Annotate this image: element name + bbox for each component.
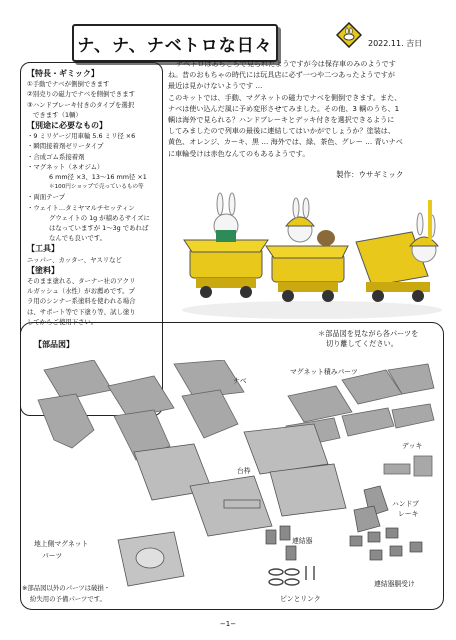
maker-credit: 製作：ウサギミック [336, 170, 404, 179]
parts-note [318, 329, 438, 349]
coupler-part [266, 530, 276, 544]
story-line: してみましたので列車の最後に連結してはいかがでしょうか？塗装は、 [168, 126, 395, 136]
link-part [269, 579, 283, 585]
story-line: 輌は海外で見られる？ハンドブレーキとデッキ付きを選択できるように [168, 115, 395, 125]
story-line: 最近は見かけないようです … [168, 81, 263, 91]
coupler-holder-part [370, 550, 382, 560]
paint-heading: 【塗料】 [27, 265, 59, 275]
car-middle [266, 198, 348, 302]
label-daiwaku: 台枠 [237, 467, 251, 475]
frame-part [270, 464, 346, 516]
nabe-part [44, 360, 112, 400]
paint-line: そのまま塗れる、ターナー社のアクリ [27, 277, 136, 286]
paint-line: は、サポート等で下塗り等、試し塗り [27, 307, 136, 316]
magnet-sizes: 6 mm径 ×3、13〜16 mm径 ×1 [49, 173, 147, 182]
label-deck: デッキ [402, 442, 423, 450]
parts-illustration [24, 360, 440, 606]
coupler-holder-part [368, 532, 380, 542]
paint-line: ラ用のシンナー系塗料を使われる場合 [27, 297, 136, 306]
story-text [168, 58, 440, 159]
label-nabe: ナベ [233, 377, 247, 385]
product-photo [176, 182, 448, 322]
required-line: ・合成ゴム系接着剤 [27, 152, 85, 161]
tools-heading: 【工具】 [27, 244, 59, 254]
page-title: ナ、ナ、ナベトロな日々 [72, 24, 278, 62]
feature-line: ③ハンドブレーキ付きのタイプを選択 [27, 100, 135, 109]
link-part [285, 579, 299, 585]
deck-part [392, 404, 434, 428]
deck-piece [384, 464, 410, 474]
story-line: ナベトロはあちこちで見られたようですが今は保存車のみのようです [176, 59, 396, 68]
parts-note-line: ＊部品図を見ながら各パーツを [318, 329, 419, 338]
weight-line: グウェイトの 1g が積めるサイズに [49, 213, 150, 222]
page-number: −1− [219, 620, 237, 628]
label-ground-magnet: 地上側マグネット [34, 540, 89, 548]
car-right-tipped [356, 200, 438, 302]
feature-line: ②別売りの磁力でナベを側倒できます [27, 90, 135, 99]
coupler-part [286, 546, 296, 560]
car-left [184, 193, 268, 298]
weight-line: はなっていますが 1〜3g であれば [49, 224, 149, 233]
issue-date: 2022.11. 吉日 [368, 39, 423, 48]
rabbit-logo-icon [336, 22, 362, 48]
nabe-part [182, 390, 238, 438]
story-line: ナベは使い込んだ風に予め変形させてみました。その他、3 輌のうち、1 [168, 103, 400, 113]
required-line: ・マグネット（ネオジム） [27, 162, 104, 171]
coupler-holder-part [386, 528, 398, 538]
deck-piece [414, 456, 432, 476]
weight-line: なんでも良いです。 [49, 234, 107, 243]
required-line: ・ウェイト…タミヤマルチセッティン [27, 203, 135, 212]
link-part [269, 569, 283, 575]
spare-note-1: ※部品図以外のパーツは破損・ [22, 584, 111, 592]
required-line: ・両面テープ [27, 193, 66, 202]
story-line: 黄色、オレンジ、カーキ、黒 … 海外では、緑、茶色、グレー … 青いナベ [168, 137, 403, 147]
tools-line: ニッパー、カッター、ヤスリなど [27, 255, 122, 264]
paint-line: してからご使用下さい。 [27, 317, 98, 326]
label-hand-brake-2: レーキ [398, 510, 419, 518]
label-hand-brake: ハンドブ [392, 500, 419, 508]
spare-note-2: 紛失用の予備パーツです。 [30, 595, 106, 603]
feature-line: ①手動でナベが側倒できます [27, 80, 110, 89]
required-heading: 【別途に必要なもの】 [27, 121, 107, 131]
paint-line: ルガッシュ（水性）がお薦めです。プ [27, 287, 135, 296]
label-ground-magnet-2: パーツ [42, 552, 63, 560]
feature-heading: 【特長・ギミック】 [27, 69, 99, 78]
story-line: ね。昔のおもちゃの時代には玩具店に必ず一つや二つあったようですが [168, 70, 395, 80]
story-line: に車輪受けは赤色なんてのもあるようです。 [168, 148, 310, 158]
coupler-holder-part [410, 542, 422, 552]
coupler-part [280, 526, 290, 540]
parts-heading: 【部品図】 [34, 340, 74, 349]
parts-note-line: 切り離してください。 [326, 339, 398, 348]
required-line: ・9 ミリゲージ用車輪 5.6 ミリ径 ×6 [27, 132, 136, 141]
label-pin-link: ピンとリンク [280, 595, 321, 603]
frame-bar [224, 500, 260, 508]
feature-line: できます（1輌） [33, 110, 82, 119]
label-coupler-holder: 連結器胴受け [374, 580, 415, 588]
label-magnet-loading: マグネット積みパーツ [290, 368, 358, 376]
coupler-holder-part [350, 536, 362, 546]
magnet-note: ＊100円ショップで売っているもの等 [49, 184, 144, 191]
link-part [285, 569, 299, 575]
story-line: このキットでは、手動、マグネットの磁力でナベを側倒できます。また、 [168, 92, 402, 102]
nabe-part [38, 394, 94, 448]
required-line: ・瞬間接着剤ゼリータイプ [27, 142, 104, 151]
coupler-holder-part [390, 546, 402, 556]
label-coupler: 連結器 [292, 537, 313, 545]
